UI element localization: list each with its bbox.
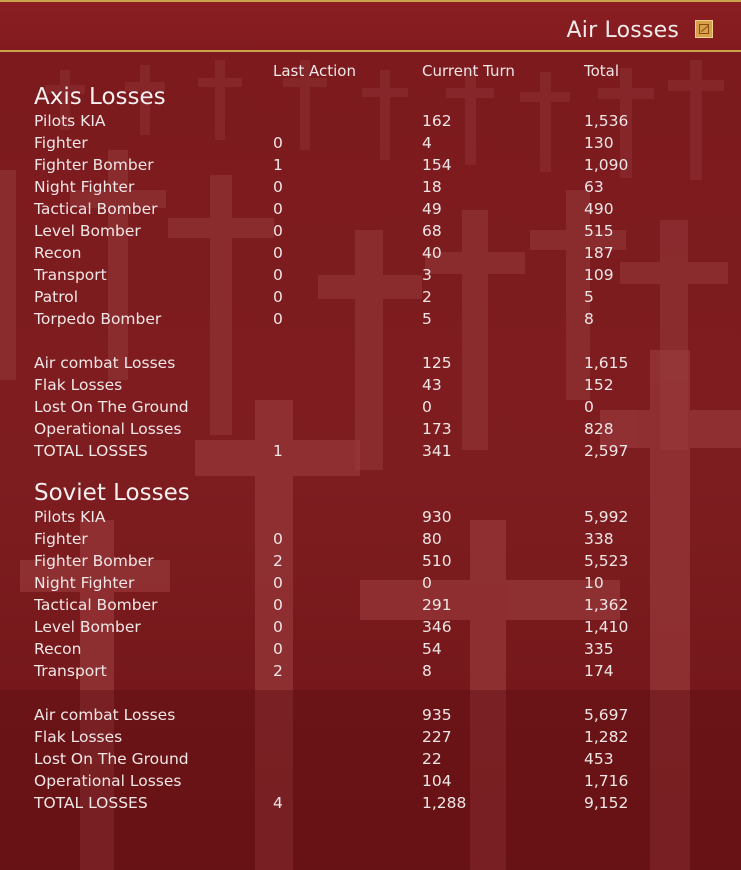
total-value: 2,597 — [584, 442, 629, 460]
section-title-axis: Axis Losses — [34, 84, 166, 110]
current-turn-value: 1,288 — [422, 794, 467, 812]
current-turn-value: 2 — [422, 288, 432, 306]
row-label: Transport — [34, 266, 107, 284]
total-value: 5,697 — [584, 706, 629, 724]
last-action-value: 4 — [273, 794, 283, 812]
last-action-value: 0 — [273, 288, 283, 306]
total-value: 5,992 — [584, 508, 629, 526]
row-label: Fighter — [34, 134, 88, 152]
last-action-value: 0 — [273, 178, 283, 196]
current-turn-value: 173 — [422, 420, 452, 438]
current-turn-value: 510 — [422, 552, 452, 570]
current-turn-value: 4 — [422, 134, 432, 152]
table-row — [0, 572, 741, 594]
summary-row — [0, 440, 741, 462]
row-label: Flak Losses — [34, 376, 123, 394]
last-action-value: 0 — [273, 574, 283, 592]
row-label: Fighter Bomber — [34, 552, 154, 570]
row-label: Pilots KIA — [34, 112, 106, 130]
total-value: 152 — [584, 376, 614, 394]
summary-row — [0, 748, 741, 770]
summary-row — [0, 374, 741, 396]
total-value: 63 — [584, 178, 604, 196]
total-value: 490 — [584, 200, 614, 218]
current-turn-value: 162 — [422, 112, 452, 130]
current-turn-value: 3 — [422, 266, 432, 284]
row-label: Fighter Bomber — [34, 156, 154, 174]
table-row — [0, 550, 741, 572]
current-turn-value: 22 — [422, 750, 442, 768]
table-row — [0, 308, 741, 330]
column-header-current-turn: Current Turn — [422, 62, 515, 80]
table-row — [0, 660, 741, 682]
row-label: TOTAL LOSSES — [34, 794, 148, 812]
current-turn-value: 5 — [422, 310, 432, 328]
total-value: 8 — [584, 310, 594, 328]
row-label: Patrol — [34, 288, 79, 306]
current-turn-value: 154 — [422, 156, 452, 174]
row-label: Tactical Bomber — [34, 200, 158, 218]
last-action-value: 2 — [273, 552, 283, 570]
last-action-value: 0 — [273, 222, 283, 240]
section-title-soviet: Soviet Losses — [34, 480, 190, 506]
table-row — [0, 264, 741, 286]
table-row — [0, 528, 741, 550]
current-turn-value: 291 — [422, 596, 452, 614]
current-turn-value: 930 — [422, 508, 452, 526]
summary-row — [0, 792, 741, 814]
total-value: 1,090 — [584, 156, 629, 174]
current-turn-value: 80 — [422, 530, 442, 548]
last-action-value: 0 — [273, 618, 283, 636]
summary-row — [0, 352, 741, 374]
row-label: Pilots KIA — [34, 508, 106, 526]
column-header-last-action: Last Action — [273, 62, 356, 80]
table-row — [0, 286, 741, 308]
table-row — [0, 594, 741, 616]
total-value: 1,716 — [584, 772, 629, 790]
total-value: 1,282 — [584, 728, 629, 746]
total-value: 5 — [584, 288, 594, 306]
row-label: Recon — [34, 244, 82, 262]
current-turn-value: 49 — [422, 200, 442, 218]
row-label: Lost On The Ground — [34, 398, 189, 416]
row-label: Torpedo Bomber — [34, 310, 162, 328]
total-value: 109 — [584, 266, 614, 284]
summary-row — [0, 770, 741, 792]
total-value: 5,523 — [584, 552, 629, 570]
current-turn-value: 40 — [422, 244, 442, 262]
current-turn-value: 104 — [422, 772, 452, 790]
total-value: 1,362 — [584, 596, 629, 614]
row-label: Night Fighter — [34, 574, 135, 592]
page-title: Air Losses — [566, 18, 679, 43]
total-value: 0 — [584, 398, 594, 416]
current-turn-value: 346 — [422, 618, 452, 636]
last-action-value: 0 — [273, 310, 283, 328]
current-turn-value: 68 — [422, 222, 442, 240]
row-label: Tactical Bomber — [34, 596, 158, 614]
last-action-value: 0 — [273, 640, 283, 658]
summary-row — [0, 704, 741, 726]
current-turn-value: 227 — [422, 728, 452, 746]
table-row — [0, 154, 741, 176]
row-label: Operational Losses — [34, 420, 182, 438]
total-value: 335 — [584, 640, 614, 658]
total-value: 130 — [584, 134, 614, 152]
last-action-value: 0 — [273, 244, 283, 262]
total-value: 174 — [584, 662, 614, 680]
current-turn-value: 54 — [422, 640, 442, 658]
last-action-value: 1 — [273, 442, 283, 460]
current-turn-value: 341 — [422, 442, 452, 460]
table-row — [0, 176, 741, 198]
last-action-value: 0 — [273, 134, 283, 152]
row-label: Air combat Losses — [34, 354, 176, 372]
table-row — [0, 616, 741, 638]
total-value: 10 — [584, 574, 604, 592]
last-action-value: 2 — [273, 662, 283, 680]
summary-row — [0, 396, 741, 418]
current-turn-value: 0 — [422, 574, 432, 592]
summary-row — [0, 418, 741, 440]
table-row — [0, 132, 741, 154]
last-action-value: 0 — [273, 530, 283, 548]
table-row — [0, 638, 741, 660]
total-value: 187 — [584, 244, 614, 262]
row-label: Level Bomber — [34, 222, 141, 240]
row-label: Operational Losses — [34, 772, 182, 790]
last-action-value: 0 — [273, 596, 283, 614]
total-value: 1,536 — [584, 112, 629, 130]
current-turn-value: 0 — [422, 398, 432, 416]
total-value: 515 — [584, 222, 614, 240]
summary-row — [0, 726, 741, 748]
total-value: 338 — [584, 530, 614, 548]
row-label: Air combat Losses — [34, 706, 176, 724]
row-label: Flak Losses — [34, 728, 123, 746]
table-row — [0, 220, 741, 242]
row-label: Night Fighter — [34, 178, 135, 196]
current-turn-value: 8 — [422, 662, 432, 680]
row-label: Fighter — [34, 530, 88, 548]
total-value: 1,410 — [584, 618, 629, 636]
current-turn-value: 935 — [422, 706, 452, 724]
column-header-total: Total — [584, 62, 620, 80]
total-value: 828 — [584, 420, 614, 438]
total-value: 9,152 — [584, 794, 629, 812]
table-row — [0, 198, 741, 220]
row-label: Level Bomber — [34, 618, 141, 636]
current-turn-value: 43 — [422, 376, 442, 394]
last-action-value: 0 — [273, 200, 283, 218]
current-turn-value: 125 — [422, 354, 452, 372]
table-row — [0, 242, 741, 264]
total-value: 453 — [584, 750, 614, 768]
row-label: Recon — [34, 640, 82, 658]
last-action-value: 0 — [273, 266, 283, 284]
current-turn-value: 18 — [422, 178, 442, 196]
row-label: TOTAL LOSSES — [34, 442, 148, 460]
row-label: Transport — [34, 662, 107, 680]
table-row — [0, 110, 741, 132]
last-action-value: 1 — [273, 156, 283, 174]
row-label: Lost On The Ground — [34, 750, 189, 768]
table-row — [0, 506, 741, 528]
total-value: 1,615 — [584, 354, 629, 372]
